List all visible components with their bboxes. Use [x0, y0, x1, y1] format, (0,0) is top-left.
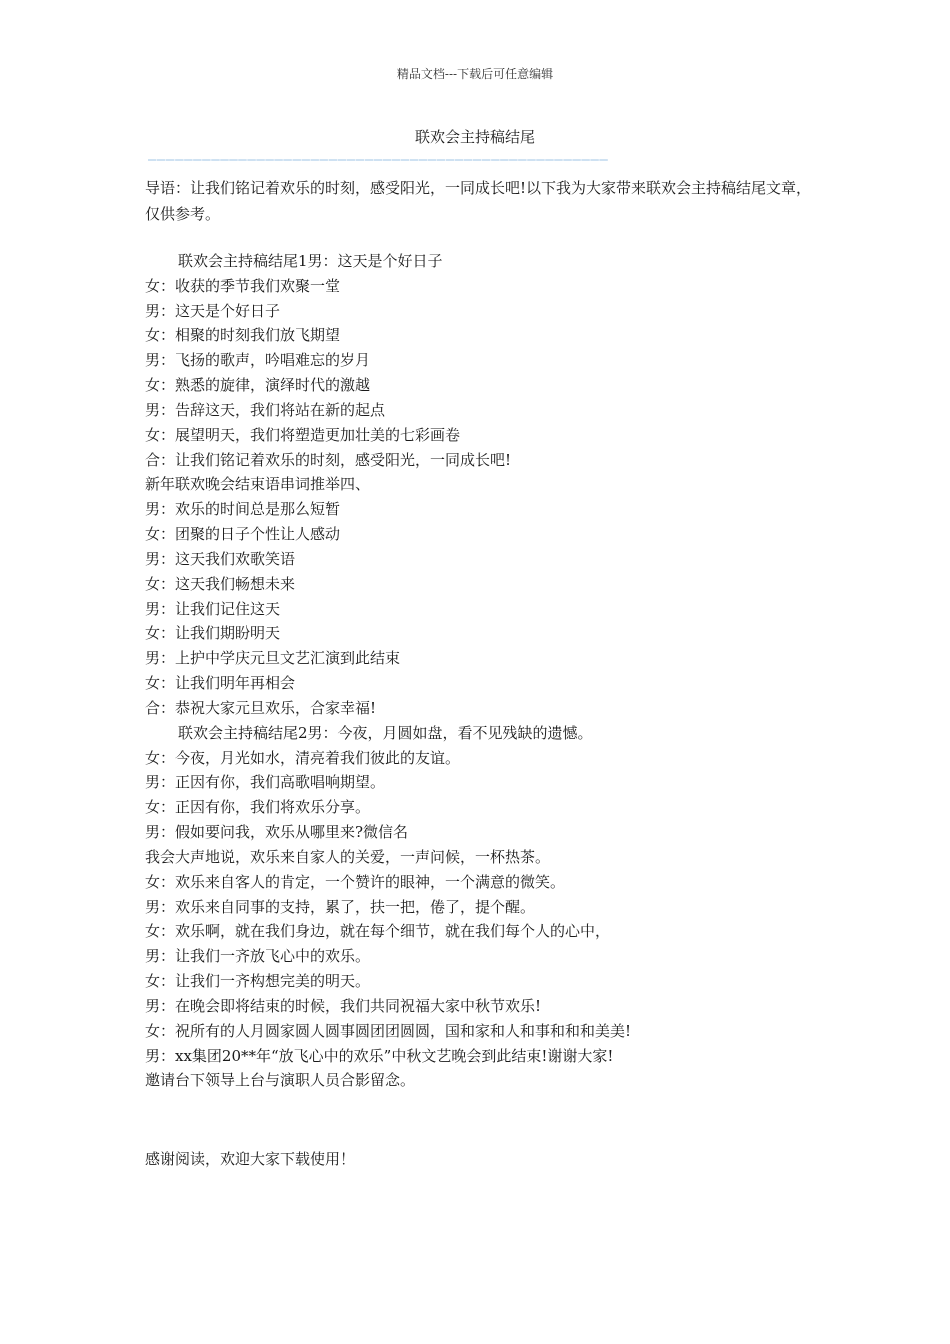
script-line: 新年联欢晚会结束语串词推举四、	[145, 475, 371, 494]
script-body	[145, 249, 825, 1093]
script-line: 女：展望明天，我们将塑造更加壮美的七彩画卷	[145, 425, 461, 444]
script-line: 女：欢乐啊，就在我们身边，就在每个细节，就在我们每个人的心中，	[145, 922, 611, 941]
script-line: 女：今夜，月光如水，清亮着我们彼此的友谊。	[145, 748, 461, 767]
script-line: 女：相聚的时刻我们放飞期望	[145, 326, 341, 345]
script-line: 男：告辞这天，我们将站在新的起点	[145, 400, 386, 419]
script-line: 我会大声地说，欢乐来自家人的关爱，一声问候，一杯热茶。	[145, 847, 551, 866]
script-line: 男：正因有你，我们高歌唱响期望。	[145, 773, 386, 792]
script-line: 女：让我们期盼明天	[145, 624, 281, 643]
title-divider: ———————————————————————————————————————————————————	[148, 152, 609, 168]
script-line: 女：这天我们畅想未来	[145, 574, 296, 593]
script-line: 女：让我们明年再相会	[145, 674, 296, 693]
script-line: 邀请台下领导上台与演职人员合影留念。	[145, 1071, 416, 1090]
script-line: 男：让我们一齐放飞心中的欢乐。	[145, 947, 371, 966]
section-heading-1: 联欢会主持稿结尾1男：这天是个好日子	[178, 252, 443, 270]
script-line: 女：欢乐来自客人的肯定，一个赞许的眼神，一个满意的微笑。	[145, 872, 566, 891]
script-line: 女：让我们一齐构想完美的明天。	[145, 972, 371, 991]
script-line: 男：这天我们欢歌笑语	[145, 549, 296, 568]
script-line: 男：飞扬的歌声，吟唱难忘的岁月	[145, 351, 371, 370]
script-line: 男：欢乐的时间总是那么短暂	[145, 500, 341, 519]
intro-paragraph: 导语：让我们铭记着欢乐的时刻，感受阳光，一同成长吧!以下我为大家带来联欢会主持稿结尾文章，仅供参考。	[145, 179, 812, 223]
section-heading-2: 联欢会主持稿结尾2男：今夜，月圆如盘，看不见残缺的遗憾。	[178, 723, 593, 742]
script-line: 男：上护中学庆元旦文艺汇演到此结束	[145, 649, 401, 668]
script-line: 男：假如要问我，欢乐从哪里来?微信名	[145, 823, 409, 842]
script-line: 合：让我们铭记着欢乐的时刻，感受阳光，一同成长吧!	[145, 450, 512, 469]
closing-note: 感谢阅读，欢迎大家下载使用！	[145, 1150, 356, 1168]
script-line: 男：这天是个好日子	[145, 301, 281, 320]
script-line: 女：熟悉的旋律，演绎时代的激越	[145, 376, 371, 395]
document-title: 联欢会主持稿结尾	[414, 128, 535, 146]
script-line: 女：祝所有的人月圆家圆人圆事圆团团圆圆，国和家和人和事和和和美美!	[145, 1021, 632, 1040]
script-line: 女：收获的季节我们欢聚一堂	[145, 276, 341, 295]
script-line: 合：恭祝大家元旦欢乐，合家幸福!	[145, 698, 377, 717]
script-line: 男：在晚会即将结束的时候，我们共同祝福大家中秋节欢乐!	[145, 996, 542, 1015]
script-line: 女：团聚的日子个性让人感动	[145, 525, 341, 544]
page-header-text: 精品文档---下载后可任意编辑	[396, 67, 554, 81]
script-line: 男：欢乐来自同事的支持，累了，扶一把，倦了，提个醒。	[145, 897, 536, 916]
script-line: 女：正因有你，我们将欢乐分享。	[145, 798, 371, 817]
script-line: 男：让我们记住这天	[145, 599, 281, 618]
script-line: 男：xx集团20**年“放飞心中的欢乐”中秋文艺晚会到此结束!谢谢大家!	[145, 1046, 614, 1065]
